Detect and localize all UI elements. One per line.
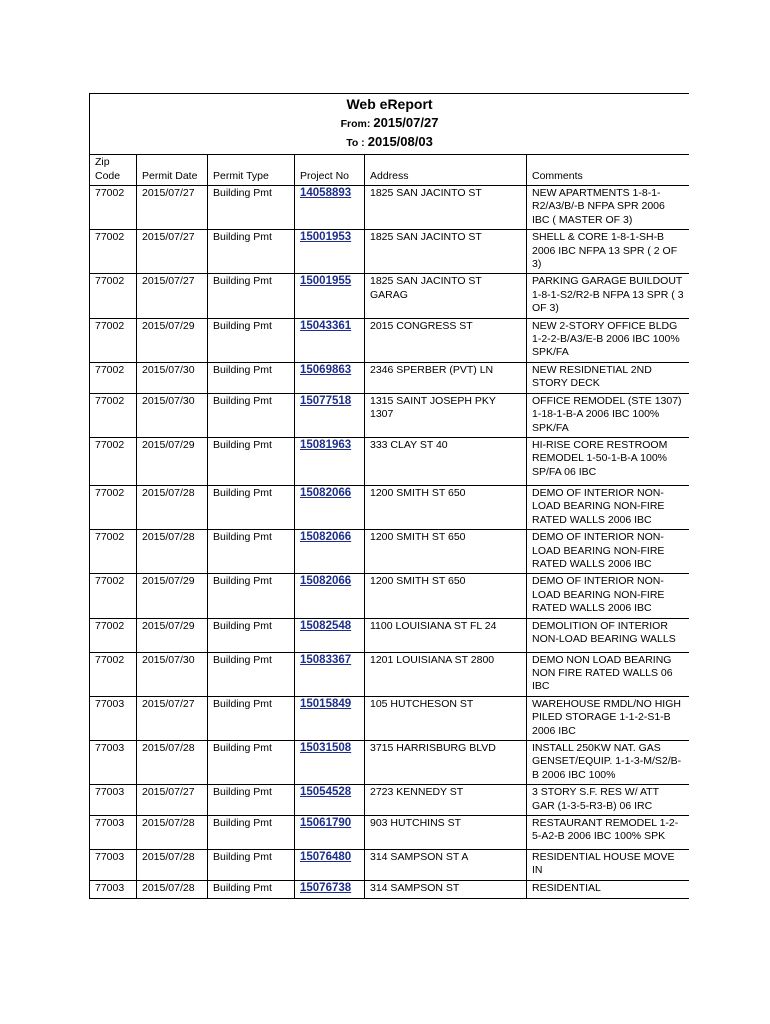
project-no-cell (295, 530, 365, 574)
permit-table (89, 93, 689, 899)
project-no-cell (295, 696, 365, 740)
address-cell: 105 HUTCHESON ST (365, 696, 527, 740)
table-row (90, 230, 690, 274)
comments-cell: RESTAURANT REMODEL 1-2-5-A2-B 2006 IBC 100% SPK (527, 816, 690, 850)
project-link[interactable]: 15082066 (300, 486, 352, 499)
project-link[interactable]: 15083367 (300, 653, 352, 666)
zip-code-cell: 77002 (90, 618, 137, 652)
col-header-type: Permit Type (208, 155, 295, 186)
permit-date-cell: 2015/07/29 (137, 618, 208, 652)
table-row (90, 530, 690, 574)
table-row (90, 880, 690, 898)
table-row (90, 574, 690, 618)
project-link[interactable]: 15082548 (300, 619, 352, 632)
address-cell: 1825 SAN JACINTO ST (365, 230, 527, 274)
address-cell: 1201 LOUISIANA ST 2800 (365, 652, 527, 696)
address-cell: 2346 SPERBER (PVT) LN (365, 362, 527, 393)
comments-cell: PARKING GARAGE BUILDOUT 1-8-1-S2/R2-B NFPA 13 SPR ( 3 OF 3) (527, 274, 690, 318)
address-cell: 1825 SAN JACINTO ST GARAG (365, 274, 527, 318)
from-label: From: (340, 118, 371, 130)
comments-cell: INSTALL 250KW NAT. GAS GENSET/EQUIP. 1-1-3-M/S2/B-B 2006 IBC 100% (527, 741, 690, 785)
table-row (90, 741, 690, 785)
permit-date-cell: 2015/07/29 (137, 318, 208, 362)
report-header-row (90, 94, 690, 155)
permit-date-cell: 2015/07/30 (137, 393, 208, 437)
project-no-cell (295, 880, 365, 898)
project-link[interactable]: 15001953 (300, 231, 352, 244)
permit-type-cell: Building Pmt (208, 186, 295, 230)
permit-type-cell: Building Pmt (208, 530, 295, 574)
table-row (90, 652, 690, 696)
permit-type-cell: Building Pmt (208, 362, 295, 393)
report-sheet (89, 93, 689, 925)
address-cell: 903 HUTCHINS ST (365, 816, 527, 850)
table-row (90, 816, 690, 850)
permit-type-cell: Building Pmt (208, 696, 295, 740)
table-row (90, 618, 690, 652)
comments-cell: 3 STORY S.F. RES W/ ATT GAR (1-3-5-R3-B) 06 IRC (527, 785, 690, 816)
address-cell: 1100 LOUISIANA ST FL 24 (365, 618, 527, 652)
permit-type-cell: Building Pmt (208, 741, 295, 785)
comments-cell: DEMO OF INTERIOR NON-LOAD BEARING NON-FIRE RATED WALLS 2006 IBC (527, 574, 690, 618)
zip-code-cell: 77002 (90, 485, 137, 529)
address-cell: 333 CLAY ST 40 (365, 437, 527, 485)
permit-type-cell: Building Pmt (208, 816, 295, 850)
permit-date-cell: 2015/07/28 (137, 880, 208, 898)
table-row (90, 362, 690, 393)
project-no-cell (295, 618, 365, 652)
permit-type-cell: Building Pmt (208, 230, 295, 274)
project-no-cell (295, 230, 365, 274)
report-title: Web eReport (346, 96, 433, 112)
zip-code-cell: 77003 (90, 850, 137, 881)
zip-code-cell: 77002 (90, 652, 137, 696)
to-date: 2015/08/03 (367, 134, 433, 149)
zip-code-cell: 77002 (90, 230, 137, 274)
col-header-address: Address (365, 155, 527, 186)
comments-cell: OFFICE REMODEL (STE 1307) 1-18-1-B-A 2006 IBC 100% SPK/FA (527, 393, 690, 437)
comments-cell: NEW RESIDNETIAL 2ND STORY DECK (527, 362, 690, 393)
zip-code-cell: 77003 (90, 785, 137, 816)
project-link[interactable]: 15077518 (300, 394, 352, 407)
project-link[interactable]: 15001955 (300, 275, 352, 288)
col-header-zip: Zip Code (90, 155, 137, 186)
zip-code-cell: 77002 (90, 530, 137, 574)
comments-cell: DEMO OF INTERIOR NON-LOAD BEARING NON-FIRE RATED WALLS 2006 IBC (527, 530, 690, 574)
project-no-cell (295, 186, 365, 230)
project-no-cell (295, 437, 365, 485)
col-header-comments: Comments (527, 155, 690, 186)
to-line (95, 133, 684, 152)
to-label: To : (346, 137, 365, 149)
address-cell: 2723 KENNEDY ST (365, 785, 527, 816)
project-link[interactable]: 15043361 (300, 319, 352, 332)
permit-date-cell: 2015/07/28 (137, 530, 208, 574)
permit-date-cell: 2015/07/30 (137, 362, 208, 393)
comments-cell: SHELL & CORE 1-8-1-SH-B 2006 IBC NFPA 13 SPR ( 2 OF 3) (527, 230, 690, 274)
permit-type-cell: Building Pmt (208, 274, 295, 318)
permit-date-cell: 2015/07/29 (137, 437, 208, 485)
permit-date-cell: 2015/07/27 (137, 785, 208, 816)
permit-date-cell: 2015/07/30 (137, 652, 208, 696)
project-no-cell (295, 318, 365, 362)
address-cell: 2015 CONGRESS ST (365, 318, 527, 362)
table-row (90, 485, 690, 529)
permit-type-cell: Building Pmt (208, 393, 295, 437)
project-no-cell (295, 652, 365, 696)
permit-type-cell: Building Pmt (208, 618, 295, 652)
zip-code-cell: 77003 (90, 816, 137, 850)
permit-date-cell: 2015/07/28 (137, 850, 208, 881)
project-no-cell (295, 850, 365, 881)
project-link[interactable]: 15082066 (300, 531, 352, 544)
table-row (90, 696, 690, 740)
comments-cell: RESIDENTIAL HOUSE MOVE IN (527, 850, 690, 881)
permit-type-cell: Building Pmt (208, 574, 295, 618)
project-link[interactable]: 15076480 (300, 851, 352, 864)
permit-type-cell: Building Pmt (208, 850, 295, 881)
col-header-date: Permit Date (137, 155, 208, 186)
permit-date-cell: 2015/07/28 (137, 485, 208, 529)
zip-code-cell: 77002 (90, 393, 137, 437)
comments-cell: NEW APARTMENTS 1-8-1-R2/A3/B/-B NFPA SPR 2006 IBC ( MASTER OF 3) (527, 186, 690, 230)
report-header (90, 94, 690, 155)
permit-type-cell: Building Pmt (208, 785, 295, 816)
project-no-cell (295, 362, 365, 393)
permit-type-cell: Building Pmt (208, 318, 295, 362)
project-no-cell (295, 574, 365, 618)
zip-code-cell: 77003 (90, 880, 137, 898)
permit-date-cell: 2015/07/28 (137, 741, 208, 785)
table-row (90, 186, 690, 230)
address-cell: 1315 SAINT JOSEPH PKY 1307 (365, 393, 527, 437)
permit-date-cell: 2015/07/27 (137, 186, 208, 230)
comments-cell: WAREHOUSE RMDL/NO HIGH PILED STORAGE 1-1-2-S1-B 2006 IBC (527, 696, 690, 740)
comments-cell: RESIDENTIAL (527, 880, 690, 898)
zip-code-cell: 77002 (90, 437, 137, 485)
table-row (90, 274, 690, 318)
zip-code-cell: 77002 (90, 318, 137, 362)
permit-type-cell: Building Pmt (208, 652, 295, 696)
address-cell: 314 SAMPSON ST A (365, 850, 527, 881)
col-header-project: Project No (295, 155, 365, 186)
comments-cell: NEW 2-STORY OFFICE BLDG 1-2-2-B/A3/E-B 2006 IBC 100% SPK/FA (527, 318, 690, 362)
project-no-cell (295, 816, 365, 850)
zip-code-cell: 77002 (90, 186, 137, 230)
project-link[interactable]: 15054528 (300, 786, 352, 799)
table-row (90, 393, 690, 437)
permit-type-cell: Building Pmt (208, 485, 295, 529)
comments-cell: DEMOLITION OF INTERIOR NON-LOAD BEARING WALLS (527, 618, 690, 652)
permit-type-cell: Building Pmt (208, 437, 295, 485)
table-row (90, 785, 690, 816)
column-header-row (90, 155, 690, 186)
permit-date-cell: 2015/07/27 (137, 696, 208, 740)
zip-code-cell: 77002 (90, 274, 137, 318)
zip-code-cell: 77002 (90, 362, 137, 393)
project-no-cell (295, 741, 365, 785)
permit-date-cell: 2015/07/28 (137, 816, 208, 850)
from-date: 2015/07/27 (373, 115, 439, 130)
table-row (90, 437, 690, 485)
comments-cell: HI-RISE CORE RESTROOM REMODEL 1-50-1-B-A 100% SP/FA 06 IBC (527, 437, 690, 485)
project-link[interactable]: 15015849 (300, 697, 352, 710)
zip-code-cell: 77003 (90, 696, 137, 740)
zip-code-cell: 77003 (90, 741, 137, 785)
address-cell: 3715 HARRISBURG BLVD (365, 741, 527, 785)
project-no-cell (295, 274, 365, 318)
project-link[interactable]: 15076738 (300, 881, 352, 894)
address-cell: 1825 SAN JACINTO ST (365, 186, 527, 230)
project-no-cell (295, 785, 365, 816)
table-row (90, 318, 690, 362)
address-cell: 1200 SMITH ST 650 (365, 530, 527, 574)
permit-date-cell: 2015/07/27 (137, 230, 208, 274)
project-link[interactable]: 15082066 (300, 575, 352, 588)
project-no-cell (295, 393, 365, 437)
address-cell: 1200 SMITH ST 650 (365, 574, 527, 618)
project-link[interactable]: 14058893 (300, 187, 352, 199)
permit-type-cell: Building Pmt (208, 880, 295, 898)
comments-cell: DEMO NON LOAD BEARING NON FIRE RATED WALLS 06 IBC (527, 652, 690, 696)
project-link[interactable]: 15069863 (300, 363, 352, 376)
permit-date-cell: 2015/07/27 (137, 274, 208, 318)
project-link[interactable]: 15061790 (300, 817, 352, 830)
from-line (95, 114, 684, 133)
table-row (90, 850, 690, 881)
project-link[interactable]: 15081963 (300, 438, 352, 451)
address-cell: 1200 SMITH ST 650 (365, 485, 527, 529)
address-cell: 314 SAMPSON ST (365, 880, 527, 898)
zip-code-cell: 77002 (90, 574, 137, 618)
project-link[interactable]: 15031508 (300, 742, 352, 754)
project-no-cell (295, 485, 365, 529)
permit-date-cell: 2015/07/29 (137, 574, 208, 618)
comments-cell: DEMO OF INTERIOR NON-LOAD BEARING NON-FIRE RATED WALLS 2006 IBC (527, 485, 690, 529)
